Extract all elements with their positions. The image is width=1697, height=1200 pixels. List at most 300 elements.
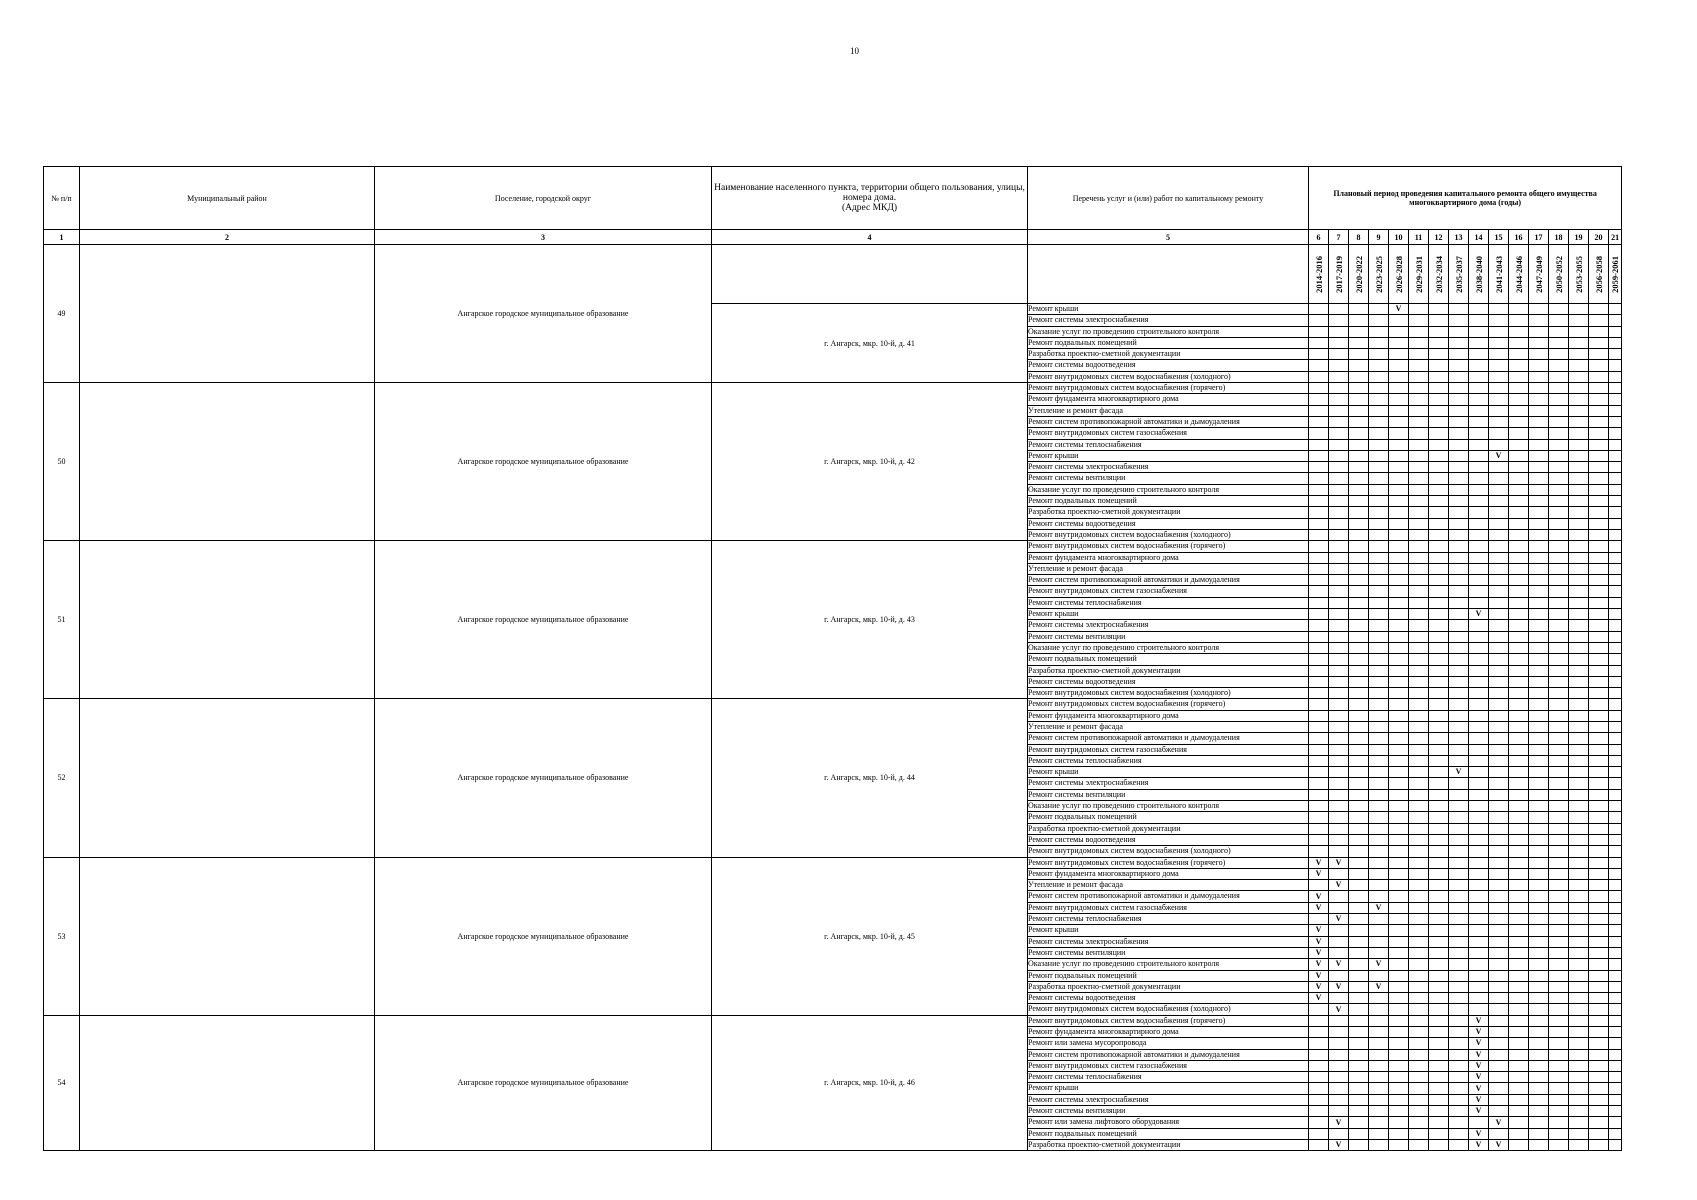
period-cell bbox=[1589, 733, 1609, 744]
period-cell bbox=[1429, 586, 1449, 597]
period-cell bbox=[1369, 326, 1389, 337]
period-cell bbox=[1549, 541, 1569, 552]
period-cell bbox=[1569, 947, 1589, 958]
period-cell bbox=[1449, 891, 1469, 902]
period-cell bbox=[1609, 371, 1622, 382]
period-cell bbox=[1589, 936, 1609, 947]
period-cell bbox=[1569, 326, 1589, 337]
period-cell bbox=[1609, 914, 1622, 925]
period-cell bbox=[1329, 902, 1349, 913]
period-cell bbox=[1369, 1060, 1389, 1071]
period-cell bbox=[1489, 609, 1509, 620]
period-cell bbox=[1529, 337, 1549, 348]
period-cell bbox=[1569, 529, 1589, 540]
period-cell bbox=[1349, 654, 1369, 665]
period-cell bbox=[1369, 767, 1389, 778]
period-cell bbox=[1609, 812, 1622, 823]
period-cell bbox=[1589, 721, 1609, 732]
period-label-text: 2050-2052 bbox=[1553, 255, 1564, 293]
period-cell bbox=[1389, 631, 1409, 642]
period-cell bbox=[1329, 416, 1349, 427]
period-cell bbox=[1389, 801, 1409, 812]
period-cell bbox=[1429, 609, 1449, 620]
work-item: Ремонт или замена мусоропровода bbox=[1028, 1038, 1309, 1049]
work-item: Ремонт системы электроснабжения bbox=[1028, 778, 1309, 789]
period-cell bbox=[1509, 1049, 1529, 1060]
period-cell bbox=[1529, 902, 1549, 913]
period-cell bbox=[1389, 925, 1409, 936]
period-label-text: 2014-2016 bbox=[1313, 255, 1324, 293]
period-cell bbox=[1609, 541, 1622, 552]
period-cell bbox=[1589, 699, 1609, 710]
period-cell bbox=[1509, 315, 1529, 326]
period-cell bbox=[1609, 993, 1622, 1004]
work-item: Разработка проектно-сметной документации bbox=[1028, 823, 1309, 834]
period-cell bbox=[1429, 1128, 1449, 1139]
work-item: Ремонт системы вентиляции bbox=[1028, 947, 1309, 958]
work-row bbox=[44, 541, 1622, 552]
period-cell bbox=[1589, 710, 1609, 721]
work-item: Ремонт внутридомовых систем газоснабжения bbox=[1028, 902, 1309, 913]
period-cell bbox=[1609, 1139, 1622, 1150]
period-cell bbox=[1329, 1049, 1349, 1060]
period-cell bbox=[1549, 473, 1569, 484]
work-item: Ремонт системы вентиляции bbox=[1028, 473, 1309, 484]
period-cell bbox=[1389, 484, 1409, 495]
period-cell bbox=[1569, 834, 1589, 845]
period-cell bbox=[1409, 1004, 1429, 1015]
period-cell bbox=[1529, 416, 1549, 427]
period-cell bbox=[1429, 812, 1449, 823]
period-cell bbox=[1389, 981, 1409, 992]
capital-repair-table bbox=[43, 166, 1622, 1151]
period-cell bbox=[1469, 710, 1489, 721]
period-cell bbox=[1469, 676, 1489, 687]
period-cell bbox=[1449, 1083, 1469, 1094]
work-item: Утепление и ремонт фасада bbox=[1028, 880, 1309, 891]
period-cell bbox=[1449, 902, 1469, 913]
period-cell bbox=[1449, 349, 1469, 360]
period-cell bbox=[1509, 676, 1529, 687]
period-cell bbox=[1549, 371, 1569, 382]
settlement-cell: Ангарское городское муниципальное образование bbox=[375, 1015, 712, 1151]
work-item: Ремонт системы электроснабжения bbox=[1028, 462, 1309, 473]
period-cell bbox=[1609, 755, 1622, 766]
mark-v: V bbox=[1469, 1049, 1489, 1060]
period-cell bbox=[1549, 620, 1569, 631]
period-cell bbox=[1369, 1128, 1389, 1139]
period-cell bbox=[1409, 1049, 1429, 1060]
period-cell bbox=[1369, 846, 1389, 857]
period-cell bbox=[1349, 744, 1369, 755]
period-cell bbox=[1409, 1072, 1429, 1083]
period-cell bbox=[1469, 891, 1489, 902]
period-cell bbox=[1429, 778, 1449, 789]
period-cell bbox=[1469, 778, 1489, 789]
period-cell bbox=[1309, 642, 1329, 653]
period-cell bbox=[1429, 789, 1449, 800]
period-cell bbox=[1369, 620, 1389, 631]
period-cell bbox=[1529, 575, 1549, 586]
period-cell bbox=[1329, 654, 1349, 665]
period-cell bbox=[1569, 383, 1589, 394]
period-cell bbox=[1569, 846, 1589, 857]
period-cell bbox=[1469, 518, 1489, 529]
period-cell bbox=[1409, 801, 1429, 812]
period-cell bbox=[1569, 914, 1589, 925]
period-cell bbox=[1529, 688, 1549, 699]
mark-v: V bbox=[1309, 891, 1329, 902]
period-cell bbox=[1329, 778, 1349, 789]
period-cell bbox=[1509, 1015, 1529, 1026]
period-cell bbox=[1349, 1083, 1369, 1094]
period-cell bbox=[1569, 620, 1589, 631]
period-cell bbox=[1609, 767, 1622, 778]
period-cell bbox=[1609, 846, 1622, 857]
period-cell bbox=[1549, 507, 1569, 518]
period-cell bbox=[1569, 450, 1589, 461]
period-cell bbox=[1349, 993, 1369, 1004]
period-cell bbox=[1549, 609, 1569, 620]
period-cell bbox=[1409, 304, 1429, 315]
period-cell bbox=[1569, 518, 1589, 529]
period-cell bbox=[1509, 304, 1529, 315]
period-cell bbox=[1389, 609, 1409, 620]
period-cell bbox=[1589, 902, 1609, 913]
period-cell bbox=[1489, 925, 1509, 936]
period-cell bbox=[1449, 1060, 1469, 1071]
mark-v: V bbox=[1469, 1128, 1489, 1139]
period-cell bbox=[1349, 1139, 1369, 1150]
period-cell bbox=[1569, 665, 1589, 676]
period-cell bbox=[1609, 1015, 1622, 1026]
mark-v: V bbox=[1329, 880, 1349, 891]
period-cell bbox=[1329, 1094, 1349, 1105]
period-cell bbox=[1449, 428, 1469, 439]
period-cell bbox=[1569, 631, 1589, 642]
period-cell bbox=[1429, 801, 1449, 812]
period-cell bbox=[1569, 1117, 1589, 1128]
period-cell bbox=[1429, 1060, 1449, 1071]
period-cell bbox=[1329, 394, 1349, 405]
period-cell bbox=[1349, 857, 1369, 868]
period-cell bbox=[1389, 1094, 1409, 1105]
period-cell bbox=[1429, 383, 1449, 394]
period-cell bbox=[1489, 1015, 1509, 1026]
address-cell-blank bbox=[712, 245, 1028, 304]
period-cell bbox=[1389, 1139, 1409, 1150]
period-cell bbox=[1309, 778, 1329, 789]
period-cell bbox=[1569, 1094, 1589, 1105]
period-cell bbox=[1309, 507, 1329, 518]
period-cell bbox=[1549, 586, 1569, 597]
column-number: 17 bbox=[1529, 230, 1549, 245]
period-cell bbox=[1429, 371, 1449, 382]
period-cell bbox=[1369, 1027, 1389, 1038]
period-cell bbox=[1329, 450, 1349, 461]
period-cell bbox=[1329, 575, 1349, 586]
period-cell bbox=[1589, 1094, 1609, 1105]
period-cell bbox=[1489, 394, 1509, 405]
period-cell bbox=[1609, 575, 1622, 586]
period-cell bbox=[1409, 755, 1429, 766]
period-cell bbox=[1529, 394, 1549, 405]
period-cell bbox=[1549, 733, 1569, 744]
period-cell bbox=[1309, 688, 1329, 699]
period-cell bbox=[1409, 462, 1429, 473]
period-cell bbox=[1569, 868, 1589, 879]
period-cell bbox=[1509, 552, 1529, 563]
period-cell bbox=[1589, 541, 1609, 552]
period-cell bbox=[1509, 710, 1529, 721]
period-label-text: 2029-2031 bbox=[1413, 255, 1424, 293]
period-label-text: 2023-2025 bbox=[1373, 255, 1384, 293]
period-cell bbox=[1449, 699, 1469, 710]
period-cell bbox=[1409, 439, 1429, 450]
period-cell bbox=[1589, 484, 1609, 495]
period-cell bbox=[1469, 337, 1489, 348]
period-cell bbox=[1369, 1106, 1389, 1117]
period-cell bbox=[1529, 597, 1549, 608]
period-cell bbox=[1389, 1106, 1409, 1117]
period-cell bbox=[1409, 925, 1429, 936]
work-item: Ремонт системы теплоснабжения bbox=[1028, 597, 1309, 608]
period-cell bbox=[1309, 1015, 1329, 1026]
period-cell bbox=[1549, 846, 1569, 857]
period-cell bbox=[1489, 767, 1509, 778]
period-cell bbox=[1309, 349, 1329, 360]
period-cell bbox=[1309, 496, 1329, 507]
period-cell bbox=[1429, 959, 1449, 970]
period-cell bbox=[1429, 620, 1449, 631]
period-cell bbox=[1569, 541, 1589, 552]
period-cell bbox=[1429, 947, 1449, 958]
period-cell bbox=[1309, 597, 1329, 608]
period-cell bbox=[1489, 721, 1509, 732]
period-cell bbox=[1429, 349, 1449, 360]
period-cell bbox=[1409, 1015, 1429, 1026]
period-cell bbox=[1469, 405, 1489, 416]
period-cell bbox=[1589, 665, 1609, 676]
period-cell bbox=[1609, 326, 1622, 337]
period-cell bbox=[1369, 1015, 1389, 1026]
period-cell bbox=[1529, 1083, 1549, 1094]
period-cell bbox=[1429, 823, 1449, 834]
period-cell bbox=[1309, 484, 1329, 495]
work-item: Ремонт системы теплоснабжения bbox=[1028, 755, 1309, 766]
period-cell bbox=[1549, 857, 1569, 868]
period-cell bbox=[1409, 981, 1429, 992]
period-label bbox=[1589, 245, 1609, 304]
period-cell bbox=[1309, 462, 1329, 473]
period-cell bbox=[1549, 654, 1569, 665]
period-cell bbox=[1609, 654, 1622, 665]
period-cell bbox=[1489, 688, 1509, 699]
column-number: 8 bbox=[1349, 230, 1369, 245]
period-cell bbox=[1609, 1083, 1622, 1094]
period-cell bbox=[1529, 473, 1549, 484]
period-cell bbox=[1369, 778, 1389, 789]
period-cell bbox=[1549, 552, 1569, 563]
period-cell bbox=[1389, 529, 1409, 540]
period-cell bbox=[1589, 315, 1609, 326]
period-cell bbox=[1469, 721, 1489, 732]
work-item: Оказание услуг по проведению строительного контроля bbox=[1028, 801, 1309, 812]
period-cell bbox=[1309, 575, 1329, 586]
period-cell bbox=[1369, 642, 1389, 653]
period-cell bbox=[1369, 473, 1389, 484]
period-cell bbox=[1449, 462, 1469, 473]
period-cell bbox=[1449, 1106, 1469, 1117]
period-cell bbox=[1609, 360, 1622, 371]
period-cell bbox=[1409, 1139, 1429, 1150]
period-cell bbox=[1589, 360, 1609, 371]
period-cell bbox=[1349, 868, 1369, 879]
period-cell bbox=[1329, 1083, 1349, 1094]
period-cell bbox=[1449, 1128, 1469, 1139]
period-cell bbox=[1529, 834, 1549, 845]
period-cell bbox=[1409, 326, 1429, 337]
period-cell bbox=[1569, 699, 1589, 710]
period-cell bbox=[1409, 360, 1429, 371]
period-cell bbox=[1389, 993, 1409, 1004]
period-cell bbox=[1509, 846, 1529, 857]
period-cell bbox=[1529, 981, 1549, 992]
column-number: 10 bbox=[1389, 230, 1409, 245]
period-cell bbox=[1509, 541, 1529, 552]
period-cell bbox=[1589, 767, 1609, 778]
period-cell bbox=[1309, 371, 1329, 382]
period-cell bbox=[1489, 654, 1509, 665]
work-item: Ремонт фундамента многоквартирного дома bbox=[1028, 868, 1309, 879]
period-cell bbox=[1589, 778, 1609, 789]
period-cell bbox=[1449, 789, 1469, 800]
row-number: 50 bbox=[44, 383, 80, 541]
period-cell bbox=[1369, 529, 1389, 540]
period-cell bbox=[1549, 1106, 1569, 1117]
period-cell bbox=[1329, 326, 1349, 337]
period-cell bbox=[1389, 1117, 1409, 1128]
period-cell bbox=[1449, 518, 1469, 529]
work-item: Утепление и ремонт фасада bbox=[1028, 405, 1309, 416]
period-cell bbox=[1529, 778, 1549, 789]
period-cell bbox=[1569, 936, 1589, 947]
period-cell bbox=[1489, 857, 1509, 868]
period-cell bbox=[1529, 812, 1549, 823]
mark-v: V bbox=[1469, 1038, 1489, 1049]
period-cell bbox=[1609, 857, 1622, 868]
period-cell bbox=[1409, 428, 1429, 439]
period-cell bbox=[1329, 439, 1349, 450]
period-cell bbox=[1429, 428, 1449, 439]
period-cell bbox=[1349, 416, 1369, 427]
period-cell bbox=[1529, 507, 1549, 518]
period-cell bbox=[1389, 575, 1409, 586]
period-cell bbox=[1489, 1106, 1509, 1117]
period-cell bbox=[1349, 394, 1369, 405]
work-item: Разработка проектно-сметной документации bbox=[1028, 349, 1309, 360]
period-cell bbox=[1449, 1004, 1469, 1015]
period-cell bbox=[1509, 902, 1529, 913]
period-cell bbox=[1609, 710, 1622, 721]
period-cell bbox=[1369, 1004, 1389, 1015]
period-cell bbox=[1449, 801, 1469, 812]
period-cell bbox=[1489, 755, 1509, 766]
period-cell bbox=[1569, 654, 1589, 665]
period-cell bbox=[1389, 1027, 1409, 1038]
work-item: Ремонт системы электроснабжения bbox=[1028, 315, 1309, 326]
period-cell bbox=[1409, 676, 1429, 687]
period-cell bbox=[1329, 789, 1349, 800]
period-cell bbox=[1569, 789, 1589, 800]
period-cell bbox=[1449, 710, 1469, 721]
period-cell bbox=[1349, 1106, 1369, 1117]
period-cell bbox=[1609, 642, 1622, 653]
row-number: 54 bbox=[44, 1015, 80, 1151]
period-cell bbox=[1509, 733, 1529, 744]
period-cell bbox=[1589, 1117, 1609, 1128]
period-cell bbox=[1569, 552, 1589, 563]
period-label bbox=[1389, 245, 1409, 304]
period-cell bbox=[1529, 1038, 1549, 1049]
period-cell bbox=[1389, 450, 1409, 461]
period-cell bbox=[1569, 755, 1589, 766]
mark-v: V bbox=[1309, 857, 1329, 868]
period-cell bbox=[1309, 767, 1329, 778]
work-item: Ремонт фундамента многоквартирного дома bbox=[1028, 1027, 1309, 1038]
period-cell bbox=[1569, 880, 1589, 891]
period-cell bbox=[1449, 868, 1469, 879]
mark-v: V bbox=[1329, 1117, 1349, 1128]
period-cell bbox=[1329, 473, 1349, 484]
period-cell bbox=[1469, 801, 1489, 812]
period-cell bbox=[1429, 416, 1449, 427]
period-cell bbox=[1409, 552, 1429, 563]
period-cell bbox=[1549, 970, 1569, 981]
period-cell bbox=[1509, 1094, 1529, 1105]
mark-v: V bbox=[1369, 902, 1389, 913]
work-item: Оказание услуг по проведению строительного контроля bbox=[1028, 642, 1309, 653]
period-cell bbox=[1309, 315, 1329, 326]
period-cell bbox=[1589, 688, 1609, 699]
period-cell bbox=[1369, 970, 1389, 981]
period-cell bbox=[1609, 733, 1622, 744]
period-label-text: 2035-2037 bbox=[1453, 255, 1464, 293]
work-item: Ремонт системы электроснабжения bbox=[1028, 936, 1309, 947]
period-cell bbox=[1569, 721, 1589, 732]
period-cell bbox=[1329, 1128, 1349, 1139]
period-cell bbox=[1469, 631, 1489, 642]
period-cell bbox=[1409, 699, 1429, 710]
period-cell bbox=[1389, 326, 1409, 337]
period-cell bbox=[1589, 563, 1609, 574]
period-cell bbox=[1369, 360, 1389, 371]
period-cell bbox=[1389, 834, 1409, 845]
period-cell bbox=[1589, 552, 1609, 563]
period-cell bbox=[1349, 970, 1369, 981]
period-cell bbox=[1449, 383, 1469, 394]
period-label-text: 2044-2046 bbox=[1513, 255, 1524, 293]
period-cell bbox=[1449, 439, 1469, 450]
period-cell bbox=[1409, 507, 1429, 518]
period-cell bbox=[1469, 755, 1489, 766]
period-cell bbox=[1609, 744, 1622, 755]
period-cell bbox=[1609, 1004, 1622, 1015]
period-cell bbox=[1429, 360, 1449, 371]
period-cell bbox=[1349, 552, 1369, 563]
district-cell bbox=[80, 383, 375, 541]
period-cell bbox=[1569, 970, 1589, 981]
